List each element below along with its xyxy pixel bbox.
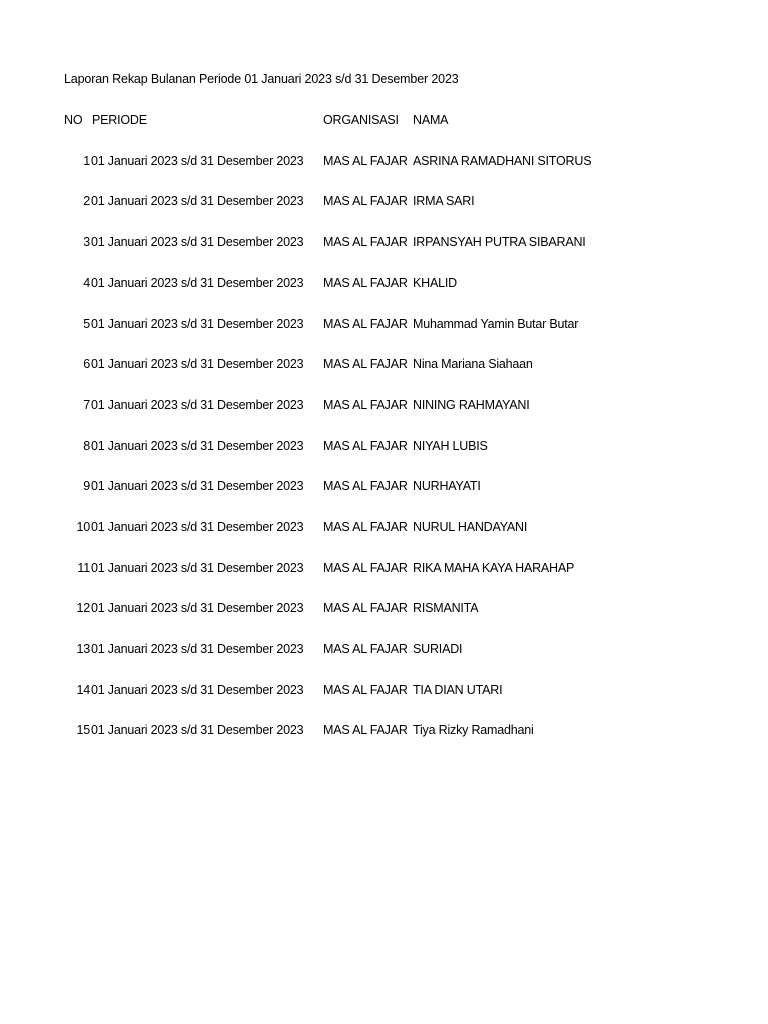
row-organisasi: MAS AL FAJAR — [323, 398, 408, 412]
row-nama: NURHAYATI — [413, 479, 481, 493]
table-row — [0, 233, 768, 251]
row-nama: Muhammad Yamin Butar Butar — [413, 317, 579, 331]
row-organisasi: MAS AL FAJAR — [323, 194, 408, 208]
row-no: 5 — [83, 317, 90, 331]
table-row — [0, 518, 768, 536]
table-row — [0, 559, 768, 577]
row-organisasi: MAS AL FAJAR — [323, 683, 408, 697]
row-nama: RISMANITA — [413, 601, 479, 615]
row-periode: 01 Januari 2023 s/d 31 Desember 2023 — [91, 194, 304, 208]
row-organisasi: MAS AL FAJAR — [323, 276, 408, 290]
row-organisasi: MAS AL FAJAR — [323, 479, 408, 493]
row-no: 10 — [76, 520, 90, 534]
header-no: NO — [64, 113, 83, 127]
row-no: 13 — [76, 642, 90, 656]
header-nama: NAMA — [413, 113, 449, 127]
table-header — [0, 111, 768, 129]
row-no: 7 — [83, 398, 90, 412]
row-periode: 01 Januari 2023 s/d 31 Desember 2023 — [91, 723, 304, 737]
table-row — [0, 152, 768, 170]
row-nama: RIKA MAHA KAYA HARAHAP — [413, 561, 575, 575]
row-periode: 01 Januari 2023 s/d 31 Desember 2023 — [91, 439, 304, 453]
row-periode: 01 Januari 2023 s/d 31 Desember 2023 — [91, 683, 304, 697]
row-nama: Tiya Rizky Ramadhani — [413, 723, 534, 737]
row-nama: IRPANSYAH PUTRA SIBARANI — [413, 235, 586, 249]
row-nama: IRMA SARI — [413, 194, 475, 208]
row-periode: 01 Januari 2023 s/d 31 Desember 2023 — [91, 520, 304, 534]
row-nama: SURIADI — [413, 642, 463, 656]
table-row — [0, 640, 768, 658]
row-organisasi: MAS AL FAJAR — [323, 561, 408, 575]
table-row — [0, 355, 768, 373]
row-organisasi: MAS AL FAJAR — [323, 642, 408, 656]
header-periode: PERIODE — [92, 113, 147, 127]
row-periode: 01 Januari 2023 s/d 31 Desember 2023 — [91, 601, 304, 615]
row-periode: 01 Januari 2023 s/d 31 Desember 2023 — [91, 398, 304, 412]
table-row — [0, 437, 768, 455]
row-periode: 01 Januari 2023 s/d 31 Desember 2023 — [91, 154, 304, 168]
row-organisasi: MAS AL FAJAR — [323, 439, 408, 453]
row-organisasi: MAS AL FAJAR — [323, 235, 408, 249]
row-nama: ASRINA RAMADHANI SITORUS — [413, 154, 592, 168]
row-no: 4 — [83, 276, 90, 290]
row-no: 11 — [77, 561, 90, 575]
table-row — [0, 721, 768, 739]
row-organisasi: MAS AL FAJAR — [323, 154, 408, 168]
row-periode: 01 Januari 2023 s/d 31 Desember 2023 — [91, 642, 304, 656]
row-nama: NINING RAHMAYANI — [413, 398, 530, 412]
table-row — [0, 477, 768, 495]
row-periode: 01 Januari 2023 s/d 31 Desember 2023 — [91, 276, 304, 290]
table-row — [0, 681, 768, 699]
table-row — [0, 315, 768, 333]
row-organisasi: MAS AL FAJAR — [323, 723, 408, 737]
row-periode: 01 Januari 2023 s/d 31 Desember 2023 — [91, 235, 304, 249]
row-no: 3 — [83, 235, 90, 249]
row-no: 12 — [76, 601, 90, 615]
row-no: 2 — [83, 194, 90, 208]
row-nama: NIYAH LUBIS — [413, 439, 488, 453]
row-nama: NURUL HANDAYANI — [413, 520, 528, 534]
row-nama: TIA DIAN UTARI — [413, 683, 503, 697]
row-nama: KHALID — [413, 276, 457, 290]
row-no: 8 — [83, 439, 90, 453]
row-no: 6 — [83, 357, 90, 371]
row-periode: 01 Januari 2023 s/d 31 Desember 2023 — [91, 317, 304, 331]
row-nama: Nina Mariana Siahaan — [413, 357, 533, 371]
table-row — [0, 599, 768, 617]
row-periode: 01 Januari 2023 s/d 31 Desember 2023 — [91, 561, 304, 575]
row-periode: 01 Januari 2023 s/d 31 Desember 2023 — [91, 479, 304, 493]
row-organisasi: MAS AL FAJAR — [323, 601, 408, 615]
header-organisasi: ORGANISASI — [323, 113, 399, 127]
row-no: 14 — [76, 683, 90, 697]
row-periode: 01 Januari 2023 s/d 31 Desember 2023 — [91, 357, 304, 371]
table-row — [0, 274, 768, 292]
row-organisasi: MAS AL FAJAR — [323, 520, 408, 534]
row-no: 15 — [76, 723, 90, 737]
table-row — [0, 192, 768, 210]
row-no: 1 — [83, 154, 90, 168]
report-title: Laporan Rekap Bulanan Periode 01 Januari 2023 s/d 31 Desember 2023 — [64, 72, 459, 86]
row-organisasi: MAS AL FAJAR — [323, 317, 408, 331]
row-organisasi: MAS AL FAJAR — [323, 357, 408, 371]
row-no: 9 — [83, 479, 90, 493]
table-row — [0, 396, 768, 414]
